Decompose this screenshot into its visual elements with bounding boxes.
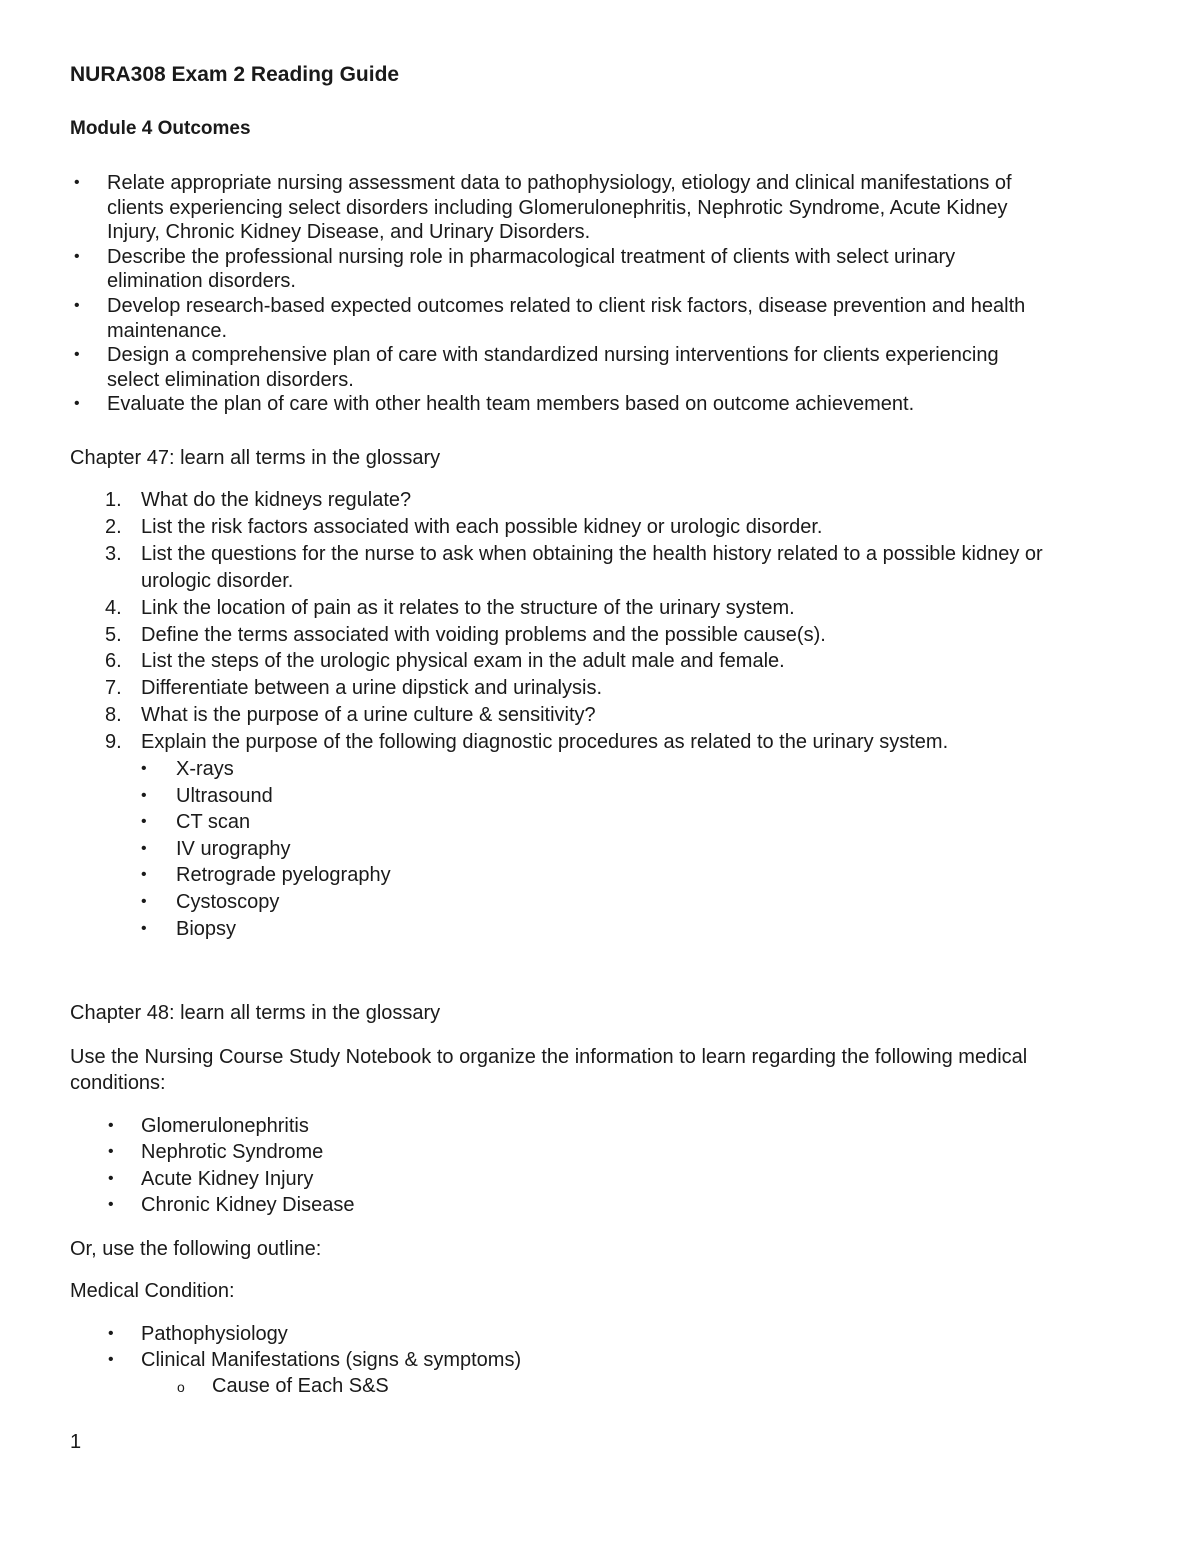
bullet-icon: • [141,760,147,778]
outcome-line: clients experiencing select disorders including Glomerulonephritis, Nephrotic Syndrome, Acute Kidney [107,196,1008,219]
outcome-line: Develop research-based expected outcomes related to client risk factors, disease prevention and health [107,294,1026,317]
procedure-label: Retrograde pyelography [176,864,391,887]
page-number: 1 [70,1431,82,1453]
condition-label: Acute Kidney Injury [141,1167,314,1190]
question-text: Differentiate between a urine dipstick and urinalysis. [141,677,602,700]
outcome-item [74,392,1025,417]
procedure-item [105,809,1043,836]
condition-item [108,1113,354,1139]
bullet-icon: • [74,395,80,413]
bullet-icon: • [74,296,80,314]
procedure-label: Biopsy [176,917,237,940]
question-text: What do the kidneys regulate? [141,489,412,511]
chapter48-heading: Chapter 48: learn all terms in the glossary [70,1002,441,1024]
question-item [105,622,1043,649]
outcome-item [74,245,1025,294]
question-text: List the steps of the urologic physical exam in the adult male and female. [141,650,785,673]
module-heading: Module 4 Outcomes [70,118,251,139]
bullet-icon: • [108,1196,114,1214]
procedure-label: Ultrasound [176,784,273,807]
question-item [105,541,1043,595]
procedure-item [105,783,1043,810]
outcome-line: Injury, Chronic Kidney Disease, and Urinary Disorders. [107,221,591,244]
outline-intro: Or, use the following outline: [70,1238,322,1260]
conditions-list [108,1113,355,1219]
question-number: 3. [105,542,122,565]
outcome-item [74,294,1026,343]
outcome-line: Design a comprehensive plan of care with standardized nursing interventions for clients experiencing [107,344,999,367]
page-title: NURA308 Exam 2 Reading Guide [70,63,400,86]
bullet-icon: • [108,1169,114,1187]
condition-item [108,1192,355,1218]
notebook-instruction-line: Use the Nursing Course Study Notebook to organize the information to learn regarding the following medical [70,1046,1028,1068]
outline-subitem-label: Cause of Each S&S [212,1375,389,1397]
question-item [105,648,1043,675]
question-item [105,702,1043,729]
question-text: What is the purpose of a urine culture & sensitivity? [141,704,596,727]
condition-item [108,1139,354,1165]
question-number: 9. [105,731,122,754]
question-item [105,675,1043,702]
outcome-item [74,343,1025,392]
outcome-item [74,171,1025,245]
outcome-line: Relate appropriate nursing assessment data to pathophysiology, etiology and clinical manifestations of [107,172,1012,194]
question-text: List the questions for the nurse to ask when obtaining the health history related to a possible kidney or [141,542,1043,565]
bullet-icon: • [74,174,80,191]
outcome-line: elimination disorders. [107,270,296,293]
condition-item [108,1166,354,1192]
condition-label: Nephrotic Syndrome [141,1141,324,1164]
bullet-icon: • [74,247,80,265]
question-number: 7. [105,677,122,700]
procedure-item [105,862,1043,889]
chapter47-heading: Chapter 47: learn all terms in the glossary [70,447,441,469]
question-item [105,514,1043,541]
procedure-item [105,889,1043,916]
question-item [105,729,1043,756]
question-number: 6. [105,650,122,673]
condition-label: Glomerulonephritis [141,1115,309,1137]
procedure-label: Cystoscopy [176,891,280,914]
question-text: urologic disorder. [141,569,294,592]
bullet-icon: • [141,786,147,804]
outline-item [108,1347,522,1373]
procedure-label: IV urography [176,837,291,860]
circle-bullet-icon: o [177,1379,185,1395]
notebook-instruction-line: conditions: [70,1072,166,1094]
bullet-icon: • [108,1351,114,1369]
outcome-line: select elimination disorders. [107,368,354,391]
question-text: Define the terms associated with voiding problems and the possible cause(s). [141,623,826,646]
questions-list [105,487,1043,942]
procedure-item [105,756,1043,783]
question-text: Link the location of pain as it relates to the structure of the urinary system. [141,596,795,619]
question-number: 8. [105,704,122,727]
bullet-icon: • [108,1325,114,1342]
question-number: 5. [105,623,122,646]
outcomes-list [74,171,1026,417]
outline-label: Pathophysiology [141,1323,288,1345]
question-number: 2. [105,515,122,538]
procedure-item [105,836,1043,863]
medical-condition-label: Medical Condition: [70,1280,235,1302]
condition-label: Chronic Kidney Disease [141,1194,355,1217]
question-number: 4. [105,596,122,619]
outline-subitem [177,1374,389,1399]
bullet-icon: • [141,866,147,884]
question-item [105,595,1043,622]
bullet-icon: • [141,839,147,857]
question-text: List the risk factors associated with each possible kidney or urologic disorder. [141,515,823,538]
bullet-icon: • [141,919,147,937]
bullet-icon: • [141,813,147,831]
procedure-label: CT scan [176,811,251,834]
outcome-line: Evaluate the plan of care with other health team members based on outcome achievement. [107,393,915,416]
bullet-icon: • [141,893,147,911]
question-number: 1. [105,489,122,511]
question-text: Explain the purpose of the following diagnostic procedures as related to the urinary system. [141,731,949,754]
bullet-icon: • [108,1117,114,1134]
outcome-line: maintenance. [107,319,228,342]
bullet-icon: • [108,1143,114,1161]
outline-item [108,1321,521,1347]
outline-label: Clinical Manifestations (signs & symptoms) [141,1349,522,1372]
question-item [105,487,1043,514]
outline-list [108,1321,522,1374]
procedure-label: X-rays [176,758,234,781]
bullet-icon: • [74,346,80,364]
outcome-line: Describe the professional nursing role in pharmacological treatment of clients with select urinary [107,245,956,268]
procedure-item [105,916,1043,943]
